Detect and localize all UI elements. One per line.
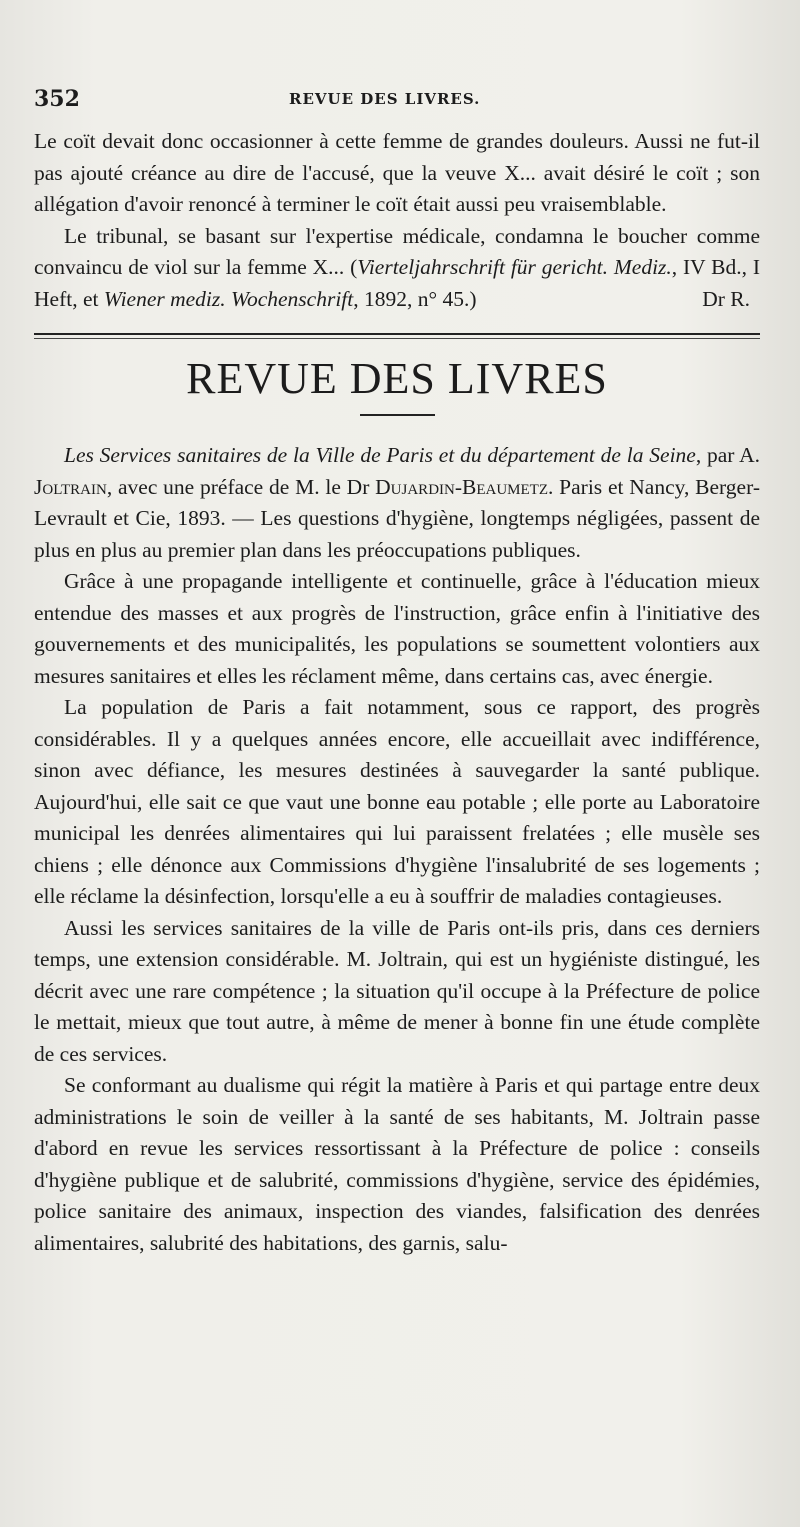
review-paragraph: Grâce à une propagande intelligente et continuelle, grâce à l'éducation mieux entendue des masses et aux progrès de l'instruction, grâce enfin à l'initiative des gouvernements et des municipalités, les populations se soumettent volontiers aux mesures sanitaires et elles les réclament même, dans certains cas, avec énergie. — [34, 569, 760, 688]
page-number: 352 — [34, 86, 80, 112]
book-title: Les Services sanitaires de la Ville de Paris et du département de la Seine — [64, 443, 696, 467]
section-title: REVUE DES LIVRES — [186, 354, 608, 403]
author-name: Joltrain — [34, 474, 107, 499]
signature: Dr R. — [702, 286, 750, 311]
review-paragraph: La population de Paris a fait notamment, sous ce rapport, des progrès considérables. Il y a quelques années encore, elle accueillait avec indifférence, sinon avec défiance, les mesures destinées à sauvegarder la santé publique. Aujourd'hui, elle sait ce que vaut une bonne eau potable ; elle porte au Laboratoire municipal les denrées alimentaires qui lui paraissent frelatées ; elle musèle ses chiens ; elle dénonce aux Commissions d'hygiène l'insalubrité de ses logements ; elle réclame la désinfection, lorsqu'elle a eu à souffrir de maladies contagieuses. — [34, 695, 760, 908]
review-paragraph: Se conformant au dualisme qui régit la matière à Paris et qui partage entre deux administrations le soin de veiller à la santé de ses habitants, M. Joltrain passe d'abord en revue les services ressortissant à la Préfecture de police : conseils d'hygiène publique et de salubrité, commissions d'hygiène, service des épidémies, police sanitaire des animaux, inspection des viandes, falsification des denrées alimentaires, salubrité des habitations, des garnis, salu- — [34, 1073, 760, 1255]
intro-p2-end: , 1892, n° 45.) — [353, 286, 477, 311]
journal-title-1: Vierteljahrschrift für gericht. Mediz. — [357, 255, 672, 279]
review-preface: , avec une préface de M. le Dr — [106, 474, 376, 499]
preface-author: Dujardin-Beaumetz — [375, 474, 549, 499]
review-paragraph: Aussi les services sanitaires de la ville de Paris ont-ils pris, dans ces derniers temps, une extension considérable. M. Joltrain, qui est un hygiéniste distingué, les décrit avec une rare compétence ; la situation qu'il occupe à la Préfecture de police le mettait, mieux que tout autre, à même de mener à bonne fin une étude complète de ces services. — [34, 915, 760, 1066]
page-header — [34, 86, 760, 126]
intro-paragraph-1: Le coït devait donc occasionner à cette femme de grandes douleurs. Aussi ne fut-il pas ajouté créance au dire de l'accusé, que la veuve X... avait désiré le coït ; son allégation d'avoir renoncé à terminer le coït était aussi peu vraisemblable. — [34, 129, 760, 216]
journal-title-2: Wiener mediz. Wochenschrift — [103, 286, 354, 311]
intro-p2-text: Le tribunal, se basant sur l'expertise médicale, condamna le boucher comme convaincu de viol sur la femme X... ( — [34, 223, 760, 279]
review-imprint: . Paris et Nancy, Berger-Levrault et Cie, 1893. — Les questions d'hygiène, longtemps négligées, passent de plus en plus au premier plan dans les préoccupations publiques. — [34, 474, 760, 562]
running-head: REVUE DES LIVRES. — [289, 90, 481, 108]
review-by: , par A. — [695, 443, 760, 467]
double-rule-divider — [34, 333, 760, 339]
intro-p2-mid: , IV Bd., I Heft, et — [34, 255, 760, 311]
review-opening — [34, 440, 760, 566]
short-rule-divider — [360, 414, 435, 416]
